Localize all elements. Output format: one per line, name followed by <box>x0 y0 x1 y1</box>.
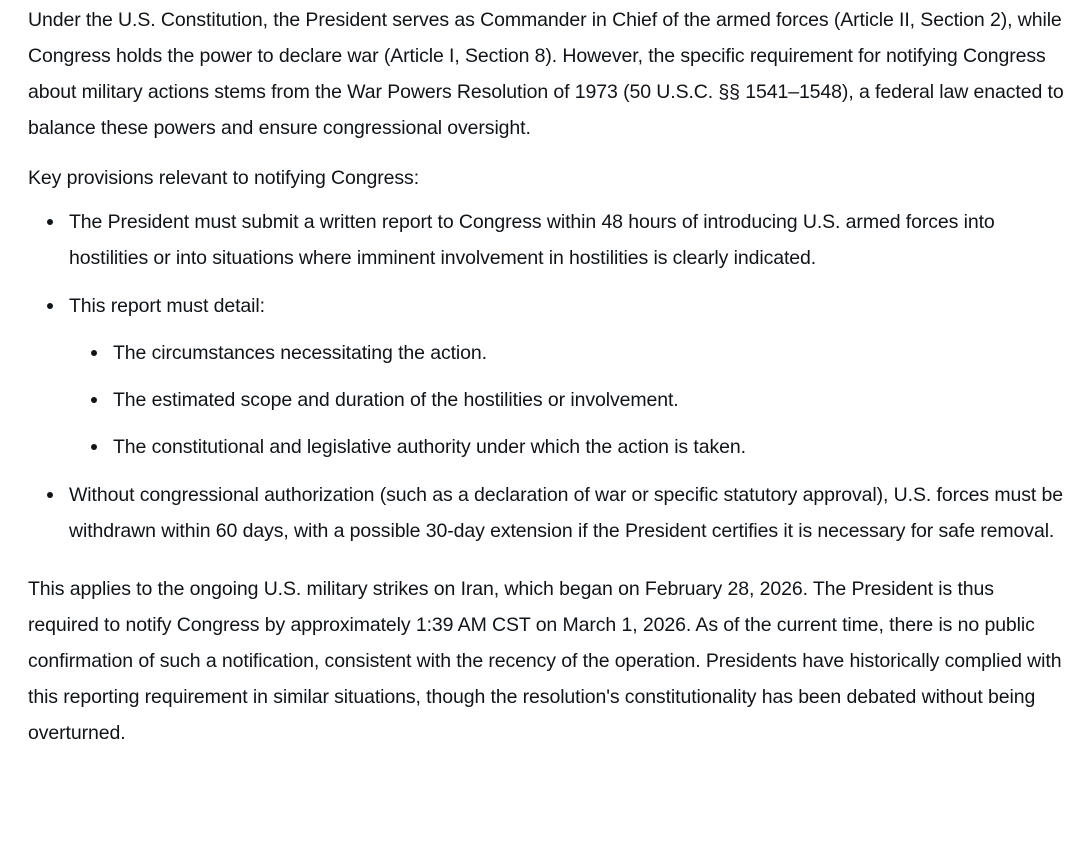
report-detail-item: The estimated scope and duration of the hostilities or involvement. <box>69 382 1064 418</box>
report-detail-item: The constitutional and legislative authority under which the action is taken. <box>69 429 1064 465</box>
provisions-list <box>28 204 1064 549</box>
key-provisions-heading: Key provisions relevant to notifying Congress: <box>28 167 420 189</box>
provision-text: Without congressional authorization (such as a declaration of war or specific statutory approval), U.S. forces must be withdrawn within 60 days, with a possible 30-day extension if the President certifies it is necessary for safe removal. <box>69 484 1064 542</box>
provision-text: The President must submit a written report to Congress within 48 hours of introducing U.S. armed forces into hostilities or into situations where imminent involvement in hostilities is clearly indicated. <box>69 211 995 269</box>
provision-text: This report must detail: <box>69 295 265 317</box>
intro-paragraph: Under the U.S. Constitution, the President serves as Commander in Chief of the armed forces (Article II, Section 2), while Congress holds the power to declare war (Article I, Section 8). However, the specific requirement for notifying Congress about military actions stems from the War Powers Resolution of 1973 (50 U.S.C. §§ 1541–1548), a federal law enacted to balance these powers and ensure congressional oversight. <box>28 9 1064 139</box>
closing-paragraph: This applies to the ongoing U.S. military strikes on Iran, which began on February 28, 2026. The President is thus required to notify Congress by approximately 1:39 AM CST on March 1, 2026. As of the current time, there is no public confirmation of such a notification, consistent with the recency of the operation. Presidents have historically complied with this reporting requirement in similar situations, though the resolution's constitutionality has been debated without being overturned. <box>28 578 1062 744</box>
report-detail-item: The circumstances necessitating the action. <box>69 335 1064 371</box>
provision-item <box>28 204 1064 276</box>
provision-item <box>28 288 1064 465</box>
provision-item <box>28 477 1064 549</box>
report-details-list <box>69 335 1064 465</box>
